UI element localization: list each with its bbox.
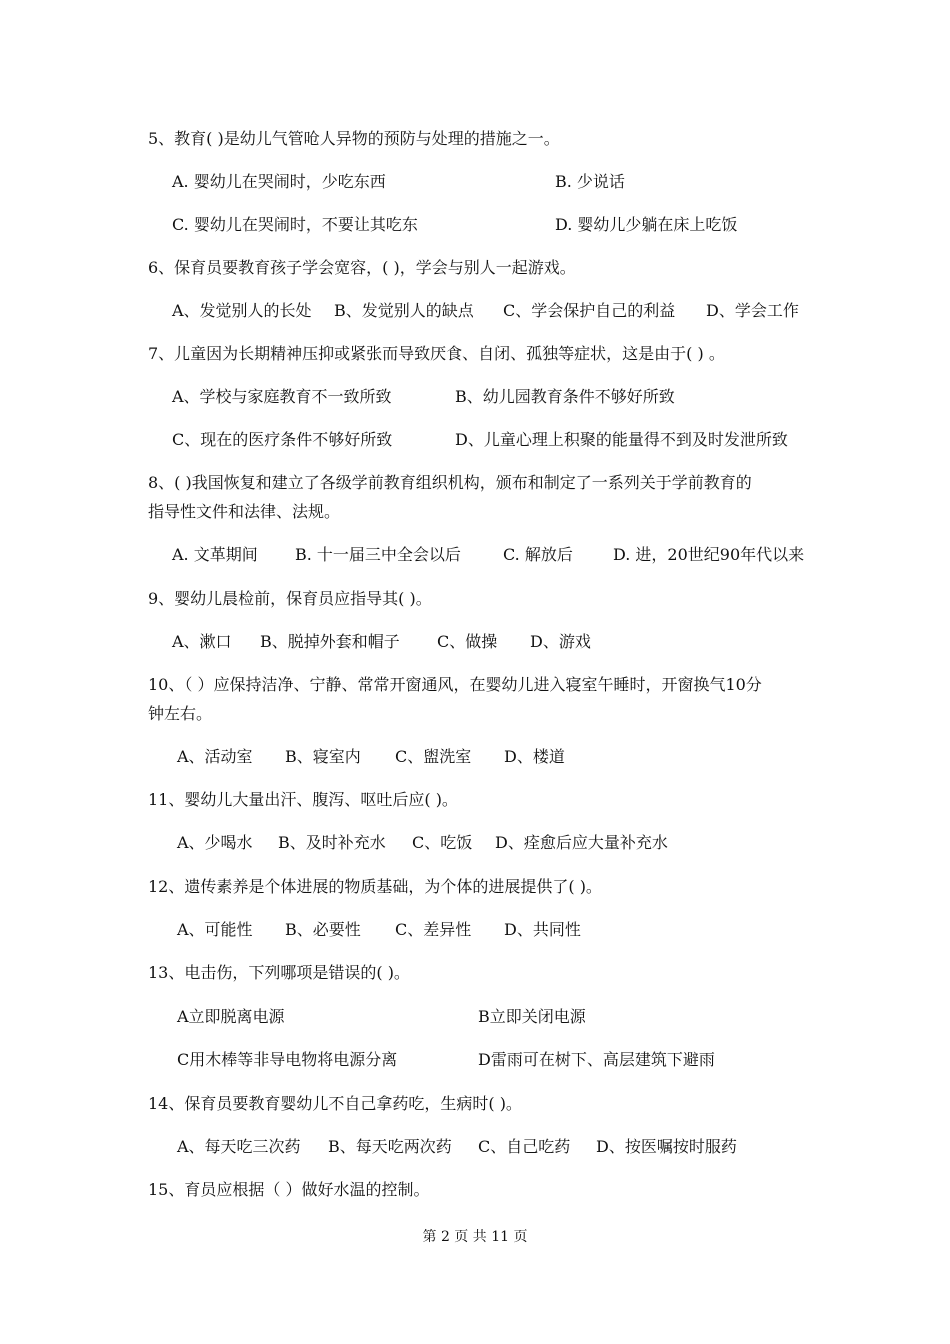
question-12-option-a: A、可能性 xyxy=(177,920,253,939)
question-11-option-b: B、及时补充水 xyxy=(278,833,386,852)
question-10-option-c: C、盥洗室 xyxy=(395,747,472,766)
question-9-option-d: D、游戏 xyxy=(530,632,591,651)
question-12-stem: 12、遗传素养是个体进展的物质基础，为个体的进展提供了( )。 xyxy=(148,877,602,896)
question-9-option-a: A、漱口 xyxy=(172,632,232,651)
question-5-option-b: B. 少说话 xyxy=(555,172,625,191)
question-8-option-d: D. 进，20世纪90年代以来 xyxy=(613,545,805,564)
question-13-option-a: A立即脱离电源 xyxy=(177,1007,285,1026)
question-14-option-b: B、每天吃两次药 xyxy=(328,1137,452,1156)
question-6-option-b: B、发觉别人的缺点 xyxy=(334,301,474,320)
question-13-stem: 13、电击伤，下列哪项是错误的( )。 xyxy=(148,963,410,982)
question-8-option-a: A. 文革期间 xyxy=(172,545,258,564)
question-13-option-d: D雷雨可在树下、高层建筑下避雨 xyxy=(478,1050,715,1069)
question-11-option-d: D、痊愈后应大量补充水 xyxy=(495,833,668,852)
question-5-stem: 5、教育( )是幼儿气管呛人异物的预防与处理的措施之一。 xyxy=(148,129,560,148)
question-12-option-d: D、共同性 xyxy=(504,920,581,939)
question-5-option-d: D. 婴幼儿少躺在床上吃饭 xyxy=(555,215,738,234)
question-7-option-d: D、儿童心理上积聚的能量得不到及时发泄所致 xyxy=(455,430,788,449)
question-9-stem: 9、婴幼儿晨检前，保育员应指导其( )。 xyxy=(148,589,432,608)
question-11-option-c: C、吃饭 xyxy=(412,833,473,852)
question-6-stem: 6、保育员要教育孩子学会宽容，( )，学会与别人一起游戏。 xyxy=(148,258,576,277)
question-6-option-c: C、学会保护自己的利益 xyxy=(503,301,676,320)
question-13-option-c: C用木棒等非导电物将电源分离 xyxy=(177,1050,398,1069)
question-12-option-c: C、差异性 xyxy=(395,920,472,939)
question-8-stem: 8、( )我国恢复和建立了各级学前教育组织机构，颁布和制定了一系列关于学前教育的 xyxy=(148,473,752,492)
question-8-option-c: C. 解放后 xyxy=(503,545,573,564)
question-5-option-a: A. 婴幼儿在哭闹时，少吃东西 xyxy=(172,172,386,191)
question-8-stem-continued: 指导性文件和法律、法规。 xyxy=(148,502,341,521)
question-14-option-c: C、自己吃药 xyxy=(478,1137,571,1156)
question-11-stem: 11、婴幼儿大量出汗、腹泻、呕吐后应( )。 xyxy=(148,790,458,809)
question-10-option-d: D、楼道 xyxy=(504,747,565,766)
question-15-stem: 15、育员应根据（ ）做好水温的控制。 xyxy=(148,1180,430,1199)
question-6-option-a: A、发觉别人的长处 xyxy=(172,301,312,320)
question-6-option-d: D、学会工作 xyxy=(706,301,799,320)
question-11-option-a: A、少喝水 xyxy=(177,833,253,852)
question-13-option-b: B立即关闭电源 xyxy=(478,1007,586,1026)
question-10-option-b: B、寝室内 xyxy=(285,747,361,766)
question-9-option-c: C、做操 xyxy=(437,632,498,651)
question-7-option-a: A、学校与家庭教育不一致所致 xyxy=(172,387,392,406)
question-7-stem: 7、儿童因为长期精神压抑或紧张而导致厌食、自闭、孤独等症状，这是由于( ) 。 xyxy=(148,344,725,363)
question-7-option-c: C、现在的医疗条件不够好所致 xyxy=(172,430,393,449)
question-10-option-a: A、活动室 xyxy=(177,747,253,766)
question-10-stem-continued: 钟左右。 xyxy=(148,704,213,723)
question-8-option-b: B. 十一届三中全会以后 xyxy=(295,545,461,564)
question-14-stem: 14、保育员要教育婴幼儿不自己拿药吃，生病时( )。 xyxy=(148,1094,522,1113)
question-12-option-b: B、必要性 xyxy=(285,920,361,939)
question-14-option-d: D、按医嘱按时服药 xyxy=(596,1137,737,1156)
question-14-option-a: A、每天吃三次药 xyxy=(177,1137,301,1156)
question-9-option-b: B、脱掉外套和帽子 xyxy=(260,632,400,651)
question-5-option-c: C. 婴幼儿在哭闹时，不要让其吃东 xyxy=(172,215,418,234)
page-footer: 第 2 页 共 11 页 xyxy=(422,1229,528,1245)
question-10-stem: 10、（ ）应保持洁净、宁静、常常开窗通风，在婴幼儿进入寝室午睡时，开窗换气10分 xyxy=(148,675,762,694)
question-7-option-b: B、幼儿园教育条件不够好所致 xyxy=(455,387,675,406)
